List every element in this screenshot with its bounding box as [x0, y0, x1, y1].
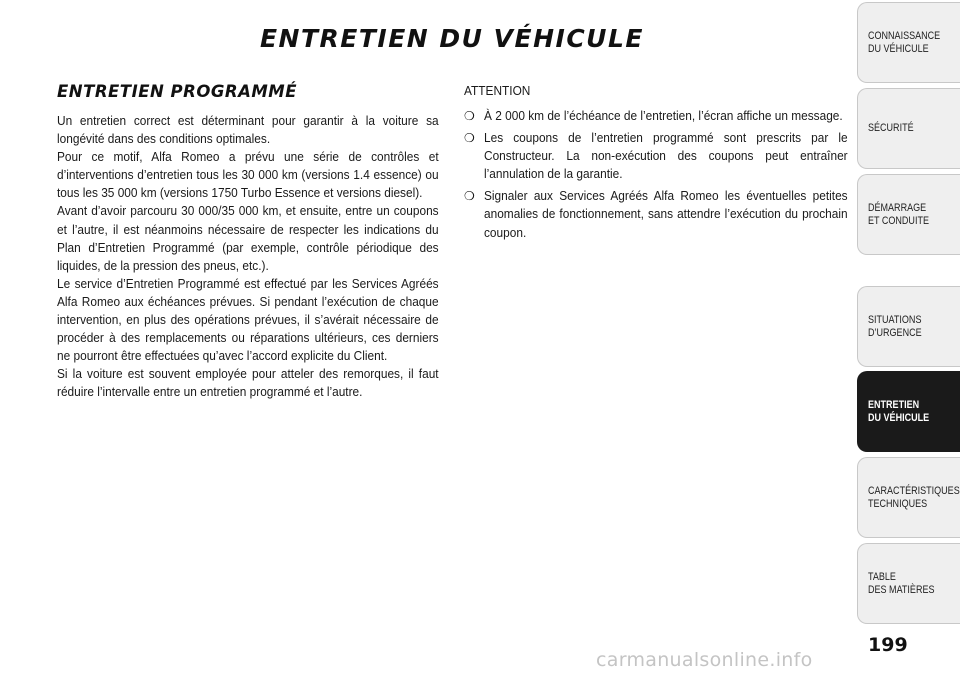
tab-connaissance[interactable]: [857, 2, 960, 83]
tab-label: CONNAISSANCE DU VÉHICULE: [868, 29, 941, 55]
attention-list: [464, 107, 848, 242]
tab-label: TABLE DES MATIÈRES: [868, 570, 935, 596]
right-column: [464, 82, 848, 246]
paragraph-5: Si la voiture est souvent employée pour atteler des remorques, il faut réduire l’intervalle entre un entretien programmé et l’autre.: [57, 366, 439, 400]
tab-table-matieres[interactable]: [857, 543, 960, 624]
paragraph-3: Avant d’avoir parcouru 30 000/35 000 km, et ensuite, entre un coupons et l’autre, il est néanmoins nécessaire de respecter les indications du Plan d’Entretien Programmé (par exemple, contrôle périodique des liquides, de la pression des pneus, etc.).: [57, 203, 439, 273]
circle-bullet-icon: ❍: [464, 189, 475, 204]
section-heading: ENTRETIEN PROGRAMMÉ: [57, 82, 297, 101]
tab-situations[interactable]: [857, 286, 960, 367]
list-item: [464, 187, 848, 241]
page-number: 199: [868, 634, 908, 656]
list-item: [464, 107, 848, 125]
tab-securite[interactable]: [857, 88, 960, 169]
page-title: ENTRETIEN DU VÉHICULE: [259, 24, 644, 53]
bullet-text-3: Signaler aux Services Agréés Alfa Romeo les éventuelles petites anomalies de fonctionnement, sans attendre l’exécution du prochain coupon.: [484, 188, 848, 240]
left-column: [57, 82, 439, 402]
circle-bullet-icon: ❍: [464, 131, 475, 146]
circle-bullet-icon: ❍: [464, 109, 475, 123]
tab-label: SITUATIONS D’URGENCE: [868, 313, 922, 339]
tab-label: CARACTÉRISTIQUES TECHNIQUES: [868, 484, 960, 510]
paragraph-1: Un entretien correct est déterminant pour garantir à la voiture sa longévité dans des conditions optimales.: [57, 113, 439, 147]
tab-label: ENTRETIEN DU VÉHICULE: [868, 398, 930, 424]
bullet-text-1: À 2 000 km de l’échéance de l’entretien, l’écran affiche un message.: [484, 108, 843, 123]
tab-label: DÉMARRAGE ET CONDUITE: [868, 201, 929, 227]
tab-caracteristiques[interactable]: [857, 457, 960, 538]
list-item: [464, 129, 848, 183]
attention-label: ATTENTION: [464, 83, 531, 98]
section-tabs: [857, 0, 960, 630]
bullet-text-2: Les coupons de l’entretien programmé sont prescrits par le Constructeur. La non-exécution des coupons peut entraîner l’annulation de la garantie.: [484, 130, 848, 182]
watermark: carmanualsonline.info: [596, 649, 813, 671]
tab-label: SÉCURITÉ: [868, 122, 914, 134]
paragraph-4: Le service d’Entretien Programmé est effectué par les Services Agréés Alfa Romeo aux échéances prévues. Si pendant l’exécution de chaque intervention, en plus des opérations prévues, il s’avérait nécessaire de procéder à des remplacements ou réparations ultérieurs, ces derniers ne pourront être effectuées qu’avec l’accord explicite du Client.: [57, 275, 439, 364]
tab-demarrage[interactable]: [857, 174, 960, 255]
paragraph-2: Pour ce motif, Alfa Romeo a prévu une série de contrôles et d’interventions d’entretien tous les 30 000 km (versions 1.4 essence) ou tous les 35 000 km (versions 1750 Turbo Essence et versions diesel).: [57, 149, 439, 201]
tab-entretien[interactable]: [857, 371, 960, 452]
